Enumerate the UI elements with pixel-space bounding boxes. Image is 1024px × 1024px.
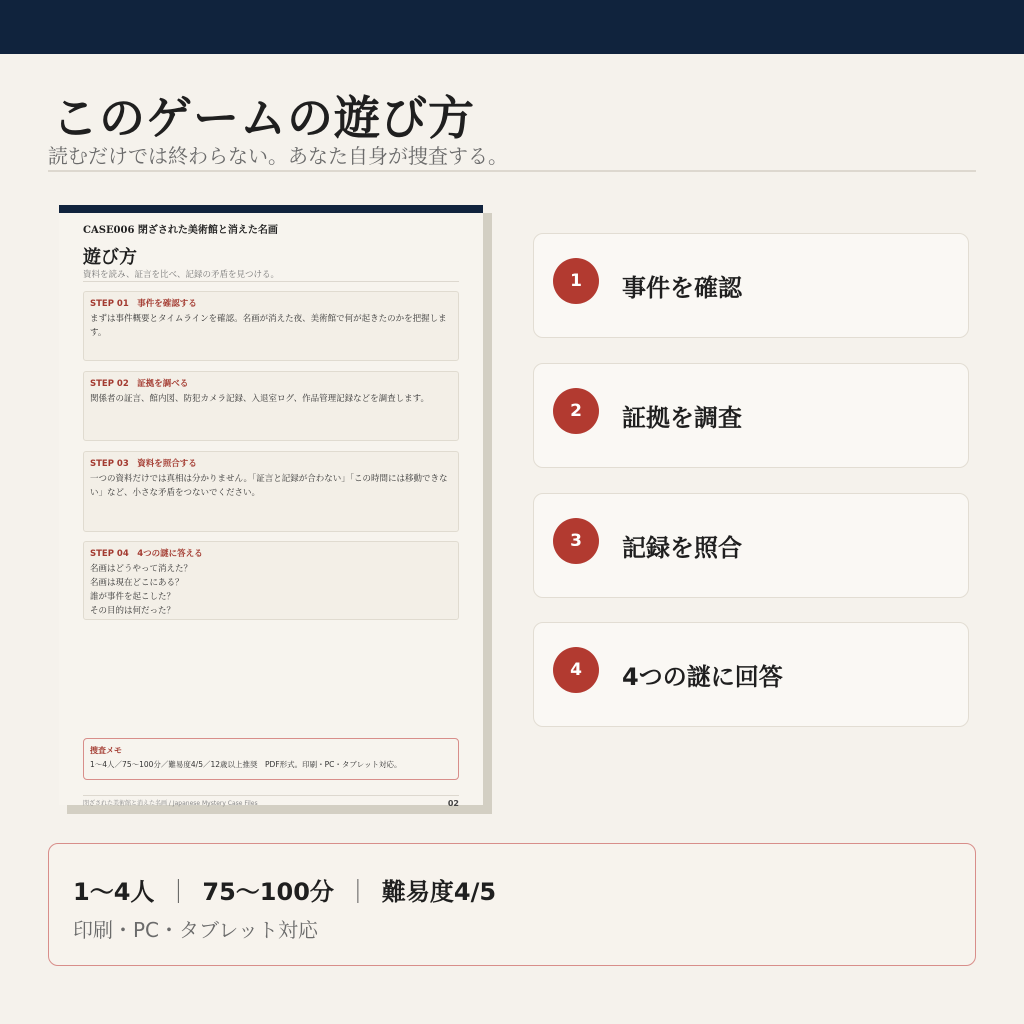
step-question: 名画は現在どこにある？ (90, 578, 184, 588)
step-heading: STEP 03 資料を照合する (90, 459, 197, 469)
document-divider (83, 281, 459, 282)
step-card-4 (533, 622, 969, 727)
document-preview (59, 205, 483, 808)
page-title: このゲームの遊び方 (52, 91, 475, 145)
step-number-badge: 4 (553, 647, 599, 693)
step-card-label: 事件を確認 (622, 274, 742, 302)
step-number-badge: 2 (553, 388, 599, 434)
document-subtitle: 資料を読み、証言を比べ、記録の矛盾を見つける。 (83, 270, 280, 280)
step-heading: STEP 04 4つの謎に答える (90, 549, 203, 559)
document-step-2 (83, 371, 459, 441)
document-page-number: 02 (447, 799, 459, 808)
document-step-3 (83, 451, 459, 532)
page-subtitle: 読むだけでは終わらない。あなた自身が捜査する。 (48, 144, 508, 168)
step-body: 関係者の証言、館内図、防犯カメラ記録、入退室ログ、作品管理記録などを調査します。 (90, 394, 429, 404)
step-question: 誰が事件を起こした？ (90, 592, 176, 602)
step-body: まずは事件概要とタイムラインを確認。名画が消えた夜、美術館で何が起きたのかを把握します。 (90, 314, 447, 338)
top-banner (0, 0, 1024, 54)
step-question: 名画はどうやって消えた？ (90, 564, 193, 574)
document-step-4 (83, 541, 459, 620)
step-heading: STEP 01 事件を確認する (90, 299, 197, 309)
step-card-label: 4つの謎に回答 (622, 663, 783, 691)
step-question: その目的は何だった？ (90, 606, 176, 616)
step-number-badge: 3 (553, 518, 599, 564)
step-card-3 (533, 493, 969, 598)
memo-body: 1〜4人／75〜100分／難易度4/5／12歳以上推奨 PDF形式。印刷・PC・タブレット対応。 (90, 760, 402, 769)
document-footer: 閉ざされた美術館と消えた名画 / Japanese Mystery Case Files (83, 800, 258, 807)
players-count: 1〜4人 (73, 878, 155, 906)
game-specs (73, 872, 496, 907)
game-info-box (48, 843, 976, 966)
step-card-label: 記録を照合 (622, 534, 742, 562)
spec-separator: ｜ (166, 878, 191, 906)
document-step-1 (83, 291, 459, 361)
step-card-label: 証拠を調査 (622, 404, 742, 432)
step-card-2 (533, 363, 969, 468)
spec-separator: ｜ (345, 878, 370, 906)
document-case-label: CASE006 閉ざされた美術館と消えた名画 (83, 225, 278, 236)
document-title: 遊び方 (83, 247, 137, 268)
difficulty: 難易度4/5 (381, 878, 497, 906)
document-footer-divider (83, 795, 459, 796)
header-divider (48, 170, 976, 172)
play-time: 75〜100分 (202, 878, 334, 906)
step-card-1 (533, 233, 969, 338)
memo-heading: 捜査メモ (90, 746, 122, 755)
step-heading: STEP 02 証拠を調べる (90, 379, 189, 389)
investigation-memo (83, 738, 459, 780)
step-body: 一つの資料だけでは真相は分かりません。「証言と記録が合わない」「この時間には移動できない」など、小さな矛盾をつないでください。 (90, 474, 448, 498)
step-number-badge: 1 (553, 258, 599, 304)
supported-formats: 印刷・PC・タブレット対応 (73, 918, 319, 942)
